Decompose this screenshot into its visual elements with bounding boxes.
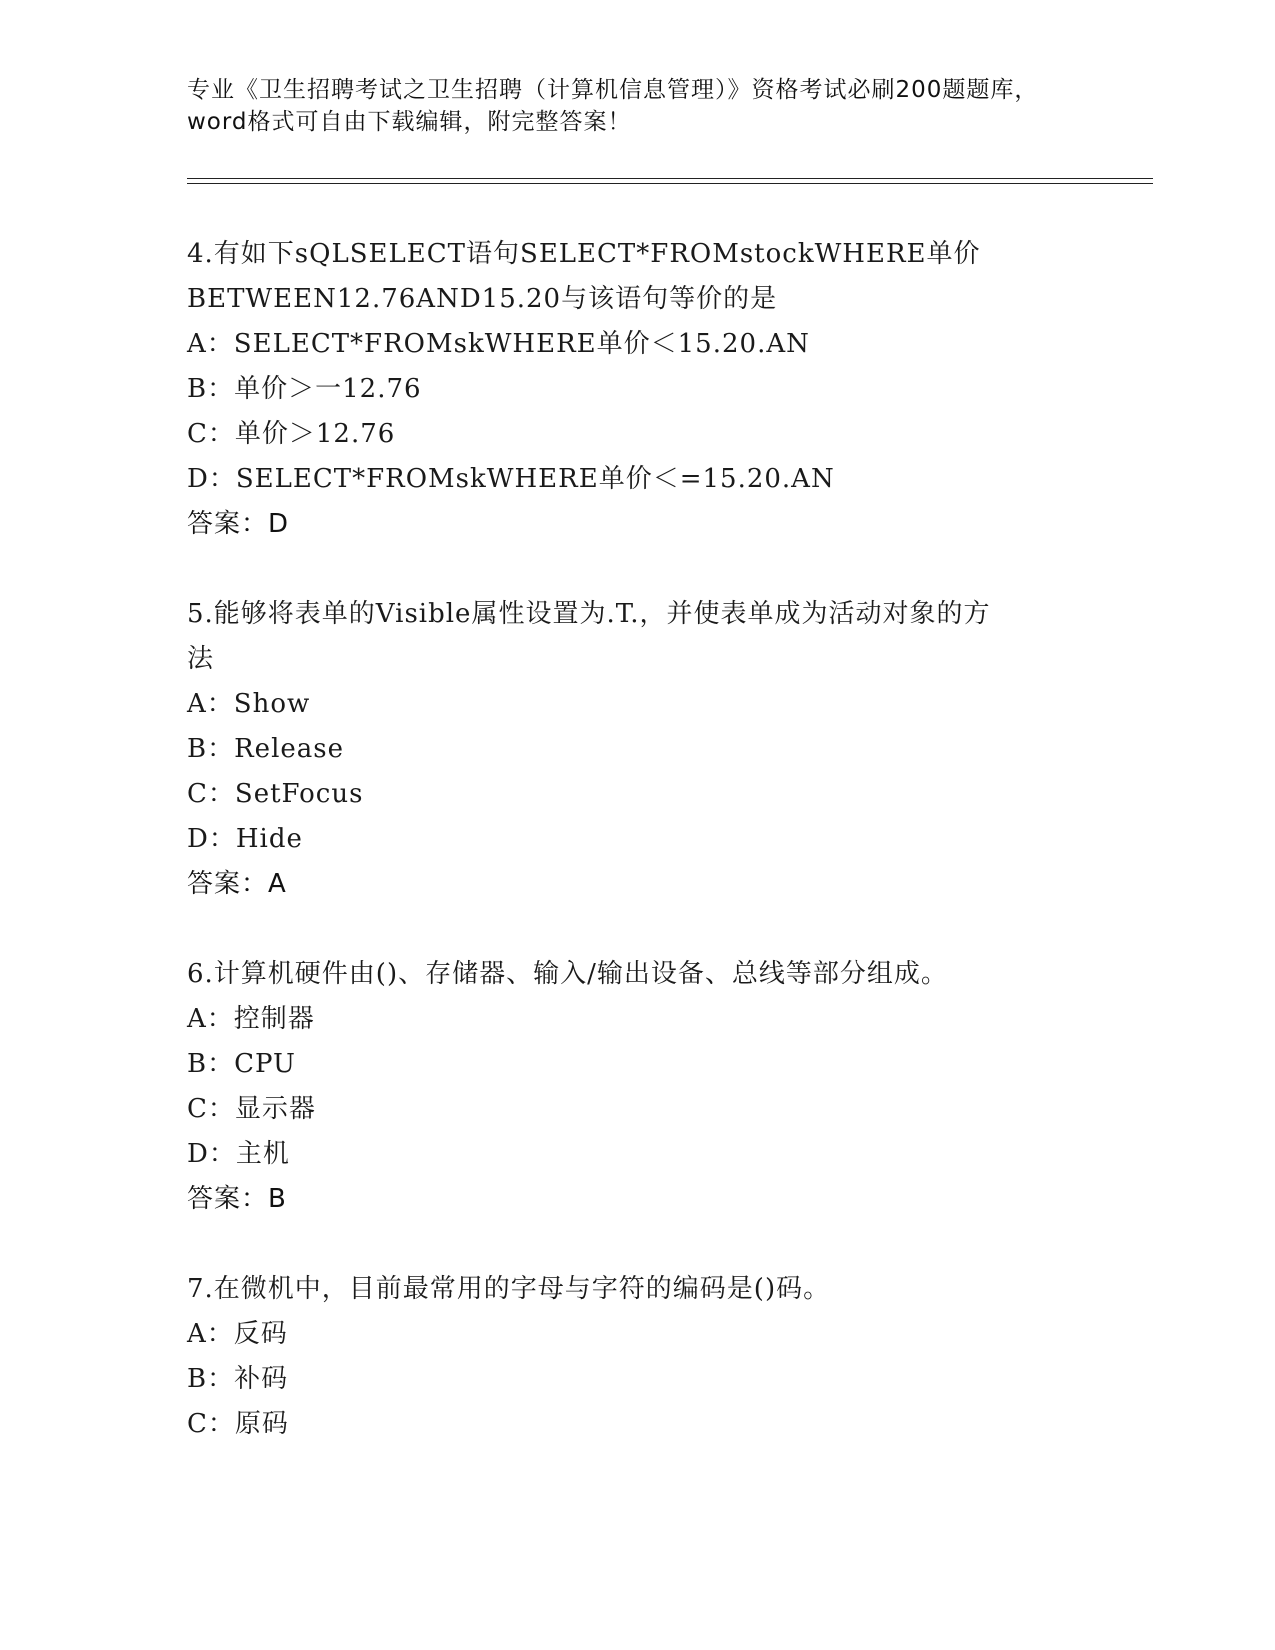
question-6-option-a: A：控制器	[187, 1004, 315, 1034]
header-line-2: word格式可自由下载编辑，附完整答案！	[187, 109, 632, 135]
question-4-option-c: C：单价＞12.76	[187, 419, 396, 449]
question-5-option-d: D：Hide	[187, 824, 303, 854]
question-4-option-a: A：SELECT*FROMskWHERE单价＜15.20.AN	[187, 329, 810, 359]
question-5-option-c: C：SetFocus	[187, 779, 364, 809]
question-4-stem-line-2: BETWEEN12.76AND15.20与该语句等价的是	[187, 284, 778, 314]
document-header	[187, 74, 1087, 138]
question-5-stem-line-2: 法	[187, 644, 215, 674]
question-6	[187, 952, 1087, 1222]
question-7	[187, 1267, 1087, 1447]
question-5	[187, 592, 1087, 907]
question-7-option-c: C：原码	[187, 1409, 289, 1439]
header-divider-bottom	[187, 183, 1153, 184]
question-7-option-b: B：补码	[187, 1364, 289, 1394]
question-7-stem-line-1: 7.在微机中，目前最常用的字母与字符的编码是()码。	[187, 1274, 831, 1304]
question-5-option-b: B：Release	[187, 734, 345, 764]
question-4-stem-line-1: 4.有如下sQLSELECT语句SELECT*FROMstockWHERE单价	[187, 239, 981, 269]
header-divider-top	[187, 178, 1153, 179]
question-6-option-d: D：主机	[187, 1139, 290, 1169]
question-6-option-b: B：CPU	[187, 1049, 296, 1079]
question-6-stem-line-1: 6.计算机硬件由()、存储器、输入/输出设备、总线等部分组成。	[187, 959, 948, 989]
question-7-option-a: A：反码	[187, 1319, 288, 1349]
question-6-answer: 答案：B	[187, 1184, 287, 1214]
question-6-option-c: C：显示器	[187, 1094, 316, 1124]
question-5-option-a: A：Show	[187, 689, 311, 719]
question-4-option-b: B：单价＞一12.76	[187, 374, 422, 404]
question-4-option-d: D：SELECT*FROMskWHERE单价＜=15.20.AN	[187, 464, 835, 494]
question-4	[187, 232, 1087, 547]
question-5-stem-line-1: 5.能够将表单的Visible属性设置为.T.，并使表单成为活动对象的方	[187, 599, 991, 629]
header-line-1: 专业《卫生招聘考试之卫生招聘（计算机信息管理）》资格考试必刷200题题库，	[187, 77, 1039, 103]
question-4-answer: 答案：D	[187, 509, 290, 539]
question-5-answer: 答案：A	[187, 869, 287, 899]
